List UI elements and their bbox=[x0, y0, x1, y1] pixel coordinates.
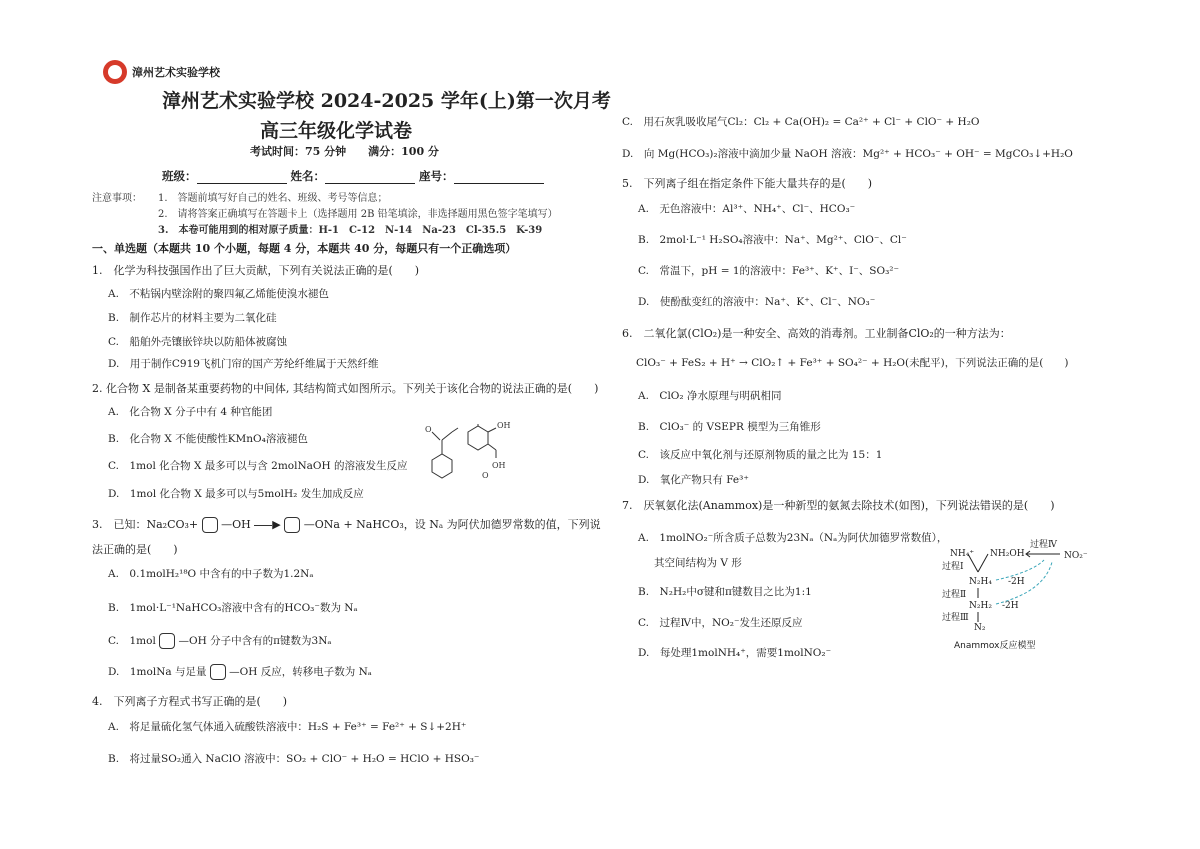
q2-option-b: B. 化合物 X 不能使酸性KMnO₄溶液褪色 bbox=[108, 433, 308, 445]
class-blank[interactable] bbox=[197, 171, 287, 184]
n2h4-label: N₂H₄ bbox=[969, 577, 992, 587]
q2-option-a: A. 化合物 X 分子中有 4 种官能团 bbox=[108, 406, 273, 418]
q1-option-c: C. 船舶外壳镶嵌锌块以防船体被腐蚀 bbox=[108, 336, 287, 348]
q1-option-a: A. 不粘锅内壁涂附的聚四氟乙烯能使溴水褪色 bbox=[108, 288, 329, 300]
class-label: 班级： bbox=[162, 169, 197, 183]
note-item: 3. 本卷可能用到的相对原子质量：H-1 C-12 N-14 Na-23 Cl-35.5 K-39 bbox=[158, 225, 543, 236]
arrow-head-icon: ▶ bbox=[272, 518, 281, 531]
question-5: 5. 下列离子组在指定条件下能大量共存的是( ) bbox=[622, 177, 873, 190]
seat-label: 座号： bbox=[419, 169, 454, 183]
cooh-oh-label: OH bbox=[492, 461, 506, 470]
student-fields bbox=[162, 168, 544, 184]
question-3 bbox=[92, 516, 601, 533]
nh2oh-label: NH₂OH bbox=[990, 549, 1025, 559]
notes-label: 注意事项： bbox=[92, 193, 142, 204]
q3-option-b: B. 1mol·L⁻¹NaHCO₃溶液中含有的HCO₃⁻数为 Nₐ bbox=[108, 602, 358, 614]
q3-c-suffix: —OH 分子中含有的π键数为3Nₐ bbox=[178, 635, 332, 647]
q7-option-c: C. 过程Ⅳ中，NO₂⁻发生还原反应 bbox=[638, 617, 803, 629]
minus-2h-label-b: -2H bbox=[1002, 601, 1019, 611]
note-item: 2. 请将答案正确填写在答题卡上（选择题用 2B 铅笔填涂，非选择题用黑色签字笔填写） bbox=[158, 209, 558, 220]
q7-option-b: B. N₂H₂中σ键和π键数目之比为1:1 bbox=[638, 586, 812, 598]
q7-option-a-continued: 其空间结构为 V 形 bbox=[654, 557, 742, 569]
school-logo bbox=[103, 60, 127, 84]
benzene-icon bbox=[202, 517, 218, 533]
page-title: 漳州艺术实验学校 2024-2025 学年(上)第一次月考 bbox=[162, 90, 611, 112]
q1-option-b: B. 制作芯片的材料主要为二氧化硅 bbox=[108, 312, 277, 324]
q7-option-a: A. 1molNO₂⁻所含质子总数为23Nₐ（Nₐ为阿伏加德罗常数值）， bbox=[638, 532, 948, 544]
q4-option-b: B. 将过量SO₂通入 NaClO 溶液中：SO₂ + ClO⁻ + H₂O = HClO + HSO₃⁻ bbox=[108, 753, 480, 765]
o-label: O bbox=[425, 425, 432, 434]
q3-option-d bbox=[108, 664, 372, 680]
process-1-label: 过程Ⅰ bbox=[942, 562, 964, 572]
q5-option-d: D. 使酚酞变红的溶液中：Na⁺、K⁺、Cl⁻、NO₃⁻ bbox=[638, 296, 876, 308]
name-blank[interactable] bbox=[325, 171, 415, 184]
q6-option-b: B. ClO₃⁻ 的 VSEPR 模型为三角锥形 bbox=[638, 421, 821, 433]
question-2: 2. 化合物 X 是制备某重要药物的中间体, 其结构简式如图所示。下列关于该化合物的说法正确的是( ) bbox=[92, 382, 599, 395]
process-3-label: 过程Ⅲ bbox=[942, 613, 969, 623]
q3-continuation: 法正确的是( ) bbox=[92, 543, 178, 556]
anammox-diagram bbox=[940, 532, 1090, 654]
q3-part-b: —OH bbox=[221, 518, 251, 531]
benzene-icon bbox=[284, 517, 300, 533]
q2-option-c: C. 1mol 化合物 X 最多可以与含 2molNaOH 的溶液发生反应 bbox=[108, 460, 408, 472]
benzene-icon bbox=[210, 664, 226, 680]
q1-option-d: D. 用于制作C919飞机门帘的国产芳纶纤维属于天然纤维 bbox=[108, 358, 379, 370]
page-subtitle: 高三年级化学试卷 bbox=[260, 120, 413, 142]
process-4-label: 过程Ⅳ bbox=[1030, 540, 1057, 550]
question-7: 7. 厌氧氨化法(Anammox)是一种新型的氨氮去除技术(如图)，下列说法错误的是( ) bbox=[622, 499, 1055, 512]
question-4: 4. 下列离子方程式书写正确的是( ) bbox=[92, 695, 288, 708]
q4-option-c: C. 用石灰乳吸收尾气Cl₂：Cl₂ + Ca(OH)₂ = Ca²⁺ + Cl⁻ + ClO⁻ + H₂O bbox=[622, 116, 980, 128]
question-1: 1. 化学为科技强国作出了巨大贡献，下列有关说法正确的是( ) bbox=[92, 264, 420, 277]
diagram-caption: Anammox反应模型 bbox=[954, 641, 1036, 651]
q3-option-a: A. 0.1molH₂¹⁸O 中含有的中子数为1.2Nₐ bbox=[108, 568, 314, 580]
name-label: 姓名： bbox=[290, 169, 326, 183]
oh-label: OH bbox=[497, 421, 511, 430]
q5-option-a: A. 无色溶液中：Al³⁺、NH₄⁺、Cl⁻、HCO₃⁻ bbox=[638, 203, 856, 215]
exam-info: 考试时间：75 分钟 满分：100 分 bbox=[250, 145, 439, 158]
q3-d-suffix: —OH 反应，转移电子数为 Nₐ bbox=[229, 666, 372, 678]
q2-option-d: D. 1mol 化合物 X 最多可以与5molH₂ 发生加成反应 bbox=[108, 488, 364, 500]
note-item: 1. 答题前填写好自己的姓名、班级、考号等信息； bbox=[158, 193, 388, 204]
n2-label: N₂ bbox=[974, 623, 986, 633]
q6-option-a: A. ClO₂ 净水原理与明矾相同 bbox=[638, 390, 782, 402]
section-title: 一、单选题（本题共 10 个小题，每题 4 分，本题共 40 分，每题只有一个正确选项） bbox=[92, 242, 517, 255]
nh4-label: NH₄⁺ bbox=[950, 549, 975, 559]
q3-part-c: —ONa + NaHCO₃，设 Nₐ 为阿伏加德罗常数的值，下列说 bbox=[303, 518, 601, 531]
q5-option-b: B. 2mol·L⁻¹ H₂SO₄溶液中：Na⁺、Mg²⁺、ClO⁻、Cl⁻ bbox=[638, 234, 907, 246]
no2-label: NO₂⁻ bbox=[1064, 551, 1088, 561]
q5-option-c: C. 常温下，pH = 1的溶液中：Fe³⁺、K⁺、I⁻、SO₃²⁻ bbox=[638, 265, 900, 277]
q3-part-a: 3. 已知：Na₂CO₃+ bbox=[92, 518, 199, 531]
q6-option-c: C. 该反应中氧化剂与还原剂物质的量之比为 15：1 bbox=[638, 449, 883, 461]
q4-option-d: D. 向 Mg(HCO₃)₂溶液中滴加少量 NaOH 溶液：Mg²⁺ + HCO₃⁻ + OH⁻ = MgCO₃↓+H₂O bbox=[622, 148, 1073, 160]
seat-blank[interactable] bbox=[454, 171, 544, 184]
process-2-label: 过程Ⅱ bbox=[942, 590, 967, 600]
benzene-icon bbox=[159, 633, 175, 649]
q7-option-d: D. 每处理1molNH₄⁺，需要1molNO₂⁻ bbox=[638, 647, 832, 659]
q6-equation: ClO₃⁻ + FeS₂ + H⁺ → ClO₂↑ + Fe³⁺ + SO₄²⁻ + H₂O(未配平)，下列说法正确的是( ) bbox=[636, 357, 1069, 369]
logo-text: 漳州艺术实验学校 bbox=[132, 66, 220, 79]
n2h2-label: N₂H₂ bbox=[969, 601, 992, 611]
compound-x-structure bbox=[420, 402, 560, 490]
q3-d-prefix: D. 1molNa 与足量 bbox=[108, 666, 207, 678]
q3-c-prefix: C. 1mol bbox=[108, 635, 156, 647]
cooh-o-label: O bbox=[482, 471, 489, 480]
q6-option-d: D. 氧化产物只有 Fe³⁺ bbox=[638, 474, 749, 486]
arrow-icon bbox=[254, 525, 272, 526]
q3-option-c bbox=[108, 633, 331, 649]
minus-2h-label-a: -2H bbox=[1008, 577, 1025, 587]
question-6: 6. 二氧化氯(ClO₂)是一种安全、高效的消毒剂。工业制备ClO₂的一种方法为： bbox=[622, 327, 1011, 340]
q4-option-a: A. 将足量硫化氢气体通入硫酸铁溶液中：H₂S + Fe³⁺ = Fe²⁺ + S↓+2H⁺ bbox=[108, 721, 467, 733]
